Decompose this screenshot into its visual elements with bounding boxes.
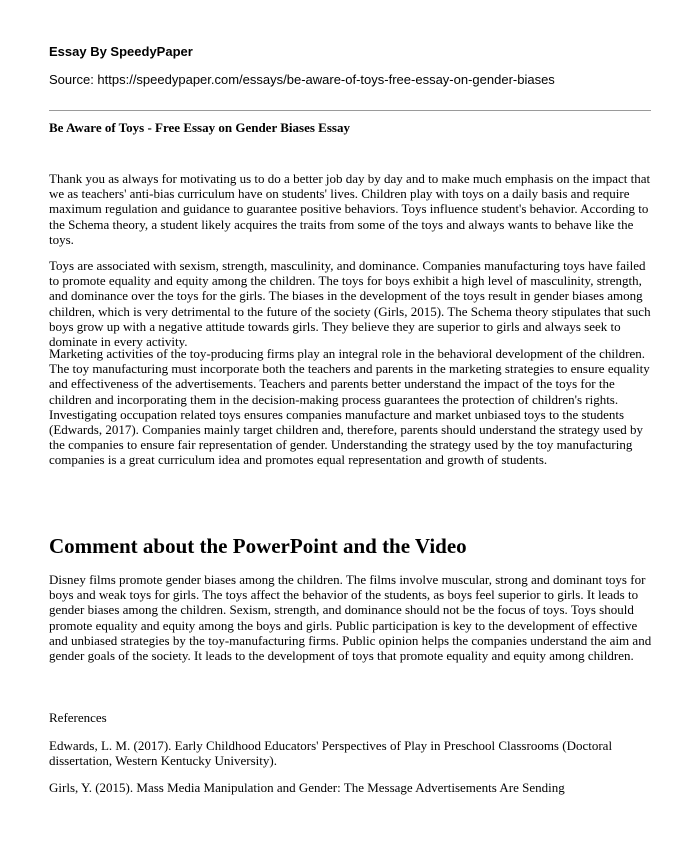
essay-paragraph: Marketing activities of the toy-producing firms play an integral role in the behavioral development of the children. The toy manufacturing must incorporate both the teachers and parents in the marketing strategies to ensure equality and effectiveness of the advertisements. Teachers and parents better understand the impact of the toys for the children and incorporating them in the decision-making process guarantees the protection of children's rights. Investigating occupation related toys ensures companies manufacture and market unbiased toys to the students (Edwards, 2017). Companies mainly target children and, therefore, parents should understand the strategy used by the companies to ensure fair representation of gender. Understanding the strategy used by the toy manufacturing companies is a great curriculum idea and promotes equal representation and growth of students. xyxy=(49,346,650,468)
references-heading: References xyxy=(49,710,107,725)
section-paragraph: Disney films promote gender biases among the children. The films involve muscular, strong and dominant toys for boys and weak toys for girls. The toys affect the behavior of the students, as boys feel superior to girls. It leads to gender biases among the children. Sexism, strength, and dominance should not be the focus of toys. Toys should promote equality and equity among the boys and girls. Public participation is key to the development of effective and unbiased strategies by the toy-manufacturing firms. Public opinion helps the companies understand the aim and gender goals of the society. It leads to the development of toys that promote equality and equity among children. xyxy=(49,572,652,664)
essay-paragraph: Thank you as always for motivating us to do a better job day by day and to make much emphasis on the impact that we as teachers' anti-bias curriculum have on students' lives. Children play with toys on a daily basis and require maximum regulation and guidance to guarantee positive behaviors. Toys influence student's behavior. According to the Schema theory, a student likely acquires the traits from some of the toys and always wants to behave like the toys. xyxy=(49,171,651,247)
document-header-title: Essay By SpeedyPaper xyxy=(49,44,193,59)
section-heading: Comment about the PowerPoint and the Video xyxy=(49,534,467,558)
document-source-line: Source: https://speedypaper.com/essays/be-aware-of-toys-free-essay-on-gender-biases xyxy=(49,72,555,87)
reference-item: Girls, Y. (2015). Mass Media Manipulation and Gender: The Message Advertisements Are Sending xyxy=(49,780,565,795)
essay-paragraph: Toys are associated with sexism, strength, masculinity, and dominance. Companies manufacturing toys have failed to promote equality and equity among the children. The toys for boys exhibit a high level of masculinity, strength, and dominance over the toys for the girls. The biases in the development of the toys result in gender biases among children, which is very detrimental to the future of the society (Girls, 2015). The Schema theory stipulates that such boys grow up with a negative attitude towards girls. They believe they are superior to girls and always seek to dominate in every activity. xyxy=(49,258,651,350)
essay-title: Be Aware of Toys - Free Essay on Gender Biases Essay xyxy=(49,120,350,135)
reference-item: Edwards, L. M. (2017). Early Childhood Educators' Perspectives of Play in Preschool Classrooms (Doctoral dissertation, Western Kentucky University). xyxy=(49,738,613,769)
header-divider xyxy=(49,110,651,111)
